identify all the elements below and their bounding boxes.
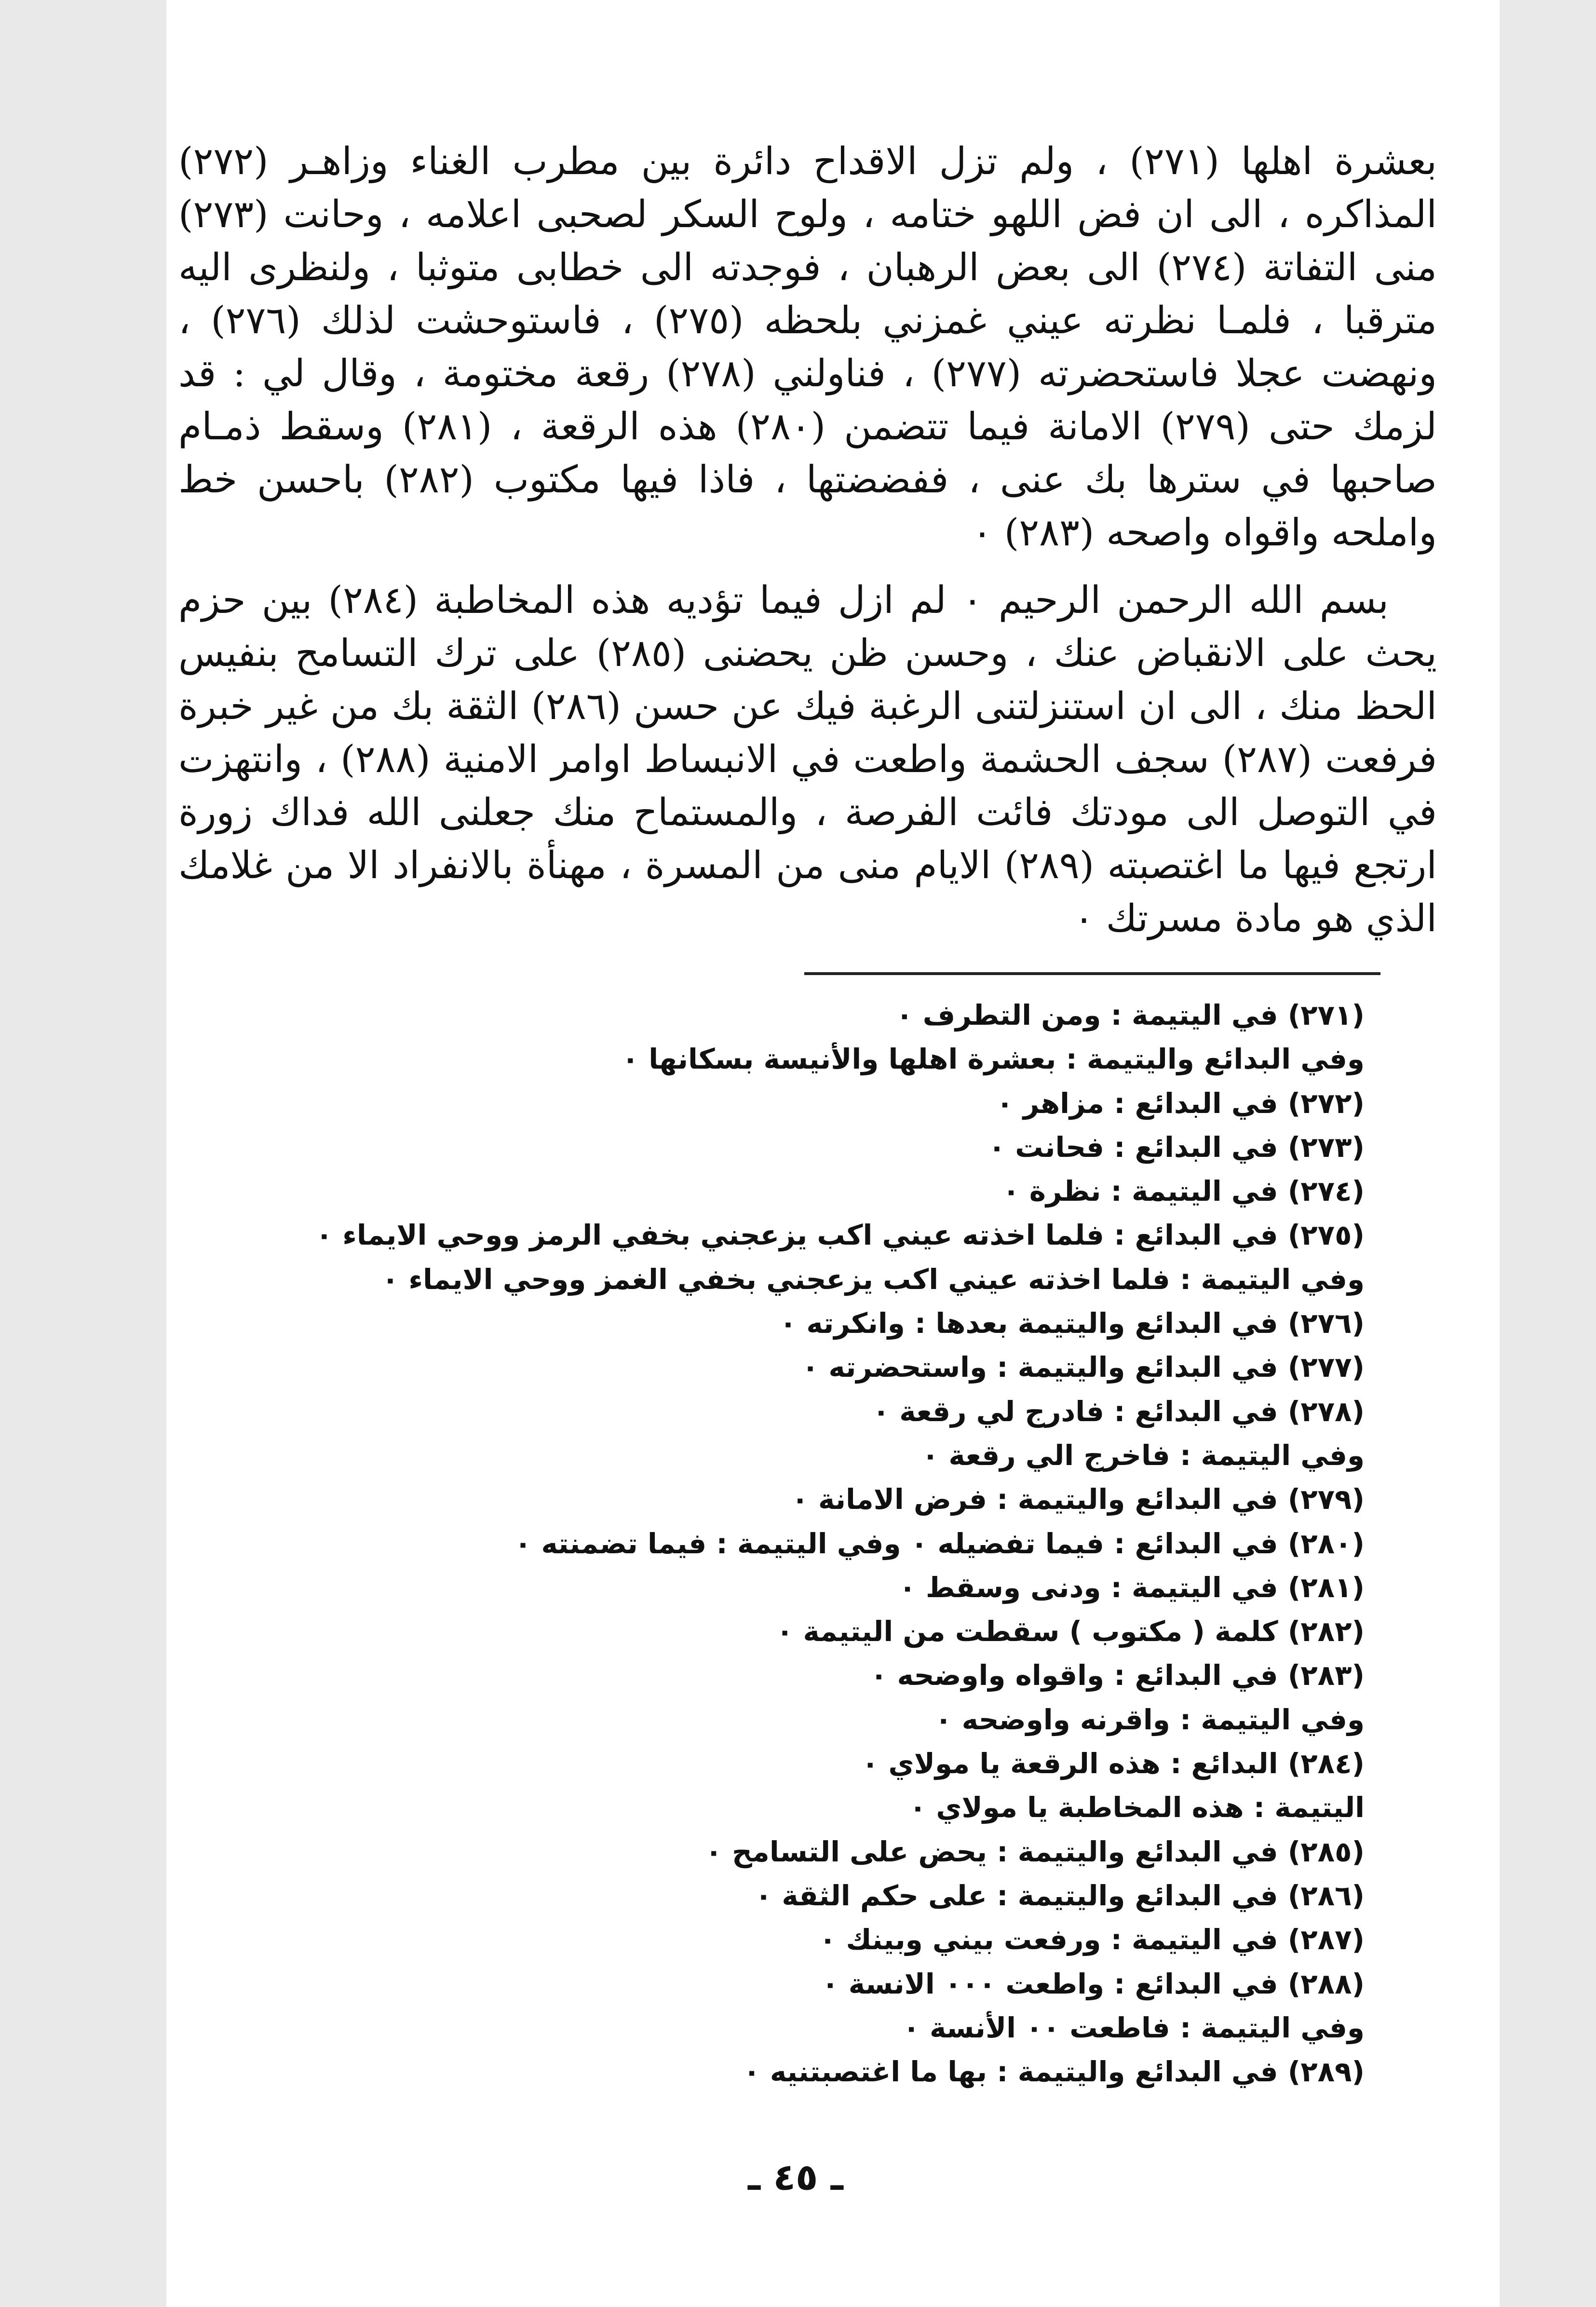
- footnote-line: (٢٧٤) في اليتيمة : نظرة ٠: [1002, 1175, 1365, 1208]
- footnote-line: (٢٧٩) في البدائع واليتيمة : فرض الامانة ٠: [791, 1483, 1365, 1516]
- main-paragraph-2: بسم الله الرحمن الرحيم ٠ لم ازل فيما تؤديه هذه المخاطبة (٢٨٤) بين حزم يحث على الانقباض عنك ، وحسن ظن يحضنى (٢٨٥) على ترك التسامح بنفيس الحظ منك ، الى ان استنزلتنى الرغبة فيك عن حسن (٢٨٦) الثقة بك من غير خبرة فرفعت (٢٨٧) سجف الحشمة واطعت في الانبساط اوامر الامنية (٢٨٨) ، وانتهزت في التوصل الى مودتك فائت الفرصة ، والمستماح منك جعلنى الله فداك زورة ارتجع فيها ما اغتصبته (٢٨٩) الايام منى من المسرة ، مهنأة بالانفراد الا من غلامك الذي هو مادة مسرتك ٠: [178, 579, 1437, 940]
- footnote-line: (٢٨٥) في البدائع واليتيمة : يحض على التسامح ٠: [705, 1835, 1365, 1868]
- footnote-line: وفي اليتيمة : واقرنه واوضحه ٠: [935, 1703, 1365, 1736]
- footnote-line: (٢٨٧) في اليتيمة : ورفعت بيني وبينك ٠: [819, 1923, 1365, 1956]
- footnote-line: (٢٧٦) في البدائع واليتيمة بعدها : وانكرته ٠: [779, 1307, 1365, 1340]
- footnote-line: (٢٨٨) في البدائع : واطعت ٠٠٠ الانسة ٠: [822, 1967, 1365, 2000]
- footnote-line: (٢٧٥) في البدائع : فلما اخذته عيني اكب يزعجني بخفي الرمز ووحي الايماء ٠: [315, 1219, 1365, 1252]
- footnote-line: وفي اليتيمة : فاطعت ٠٠ الأنسة ٠: [903, 2011, 1365, 2044]
- footnote-line: (٢٧٧) في البدائع واليتيمة : واستحضرته ٠: [801, 1351, 1365, 1384]
- footnote-line: (٢٨٣) في البدائع : واقواه واوضحه ٠: [870, 1659, 1365, 1692]
- footnote-line: (٢٧١) في اليتيمة : ومن التطرف ٠: [896, 999, 1365, 1031]
- footnote-line: (٢٨٠) في البدائع : فيما تفضيله ٠ وفي اليتيمة : فيما تضمنته ٠: [514, 1527, 1365, 1560]
- main-text-body: [178, 135, 1437, 945]
- left-page-margin: [0, 0, 166, 2307]
- footnote-line: وفي البدائع واليتيمة : بعشرة اهلها والأنيسة بسكانها ٠: [622, 1043, 1365, 1076]
- footnotes-list: [241, 993, 1365, 2094]
- footnote-line: (٢٨٩) في البدائع واليتيمة : بها ما اغتصبتنيه ٠: [743, 2055, 1365, 2089]
- footnote-separator-line: [804, 972, 1380, 975]
- footnote-line: (٢٧٨) في البدائع : فادرج لي رقعة ٠: [872, 1395, 1365, 1428]
- main-paragraph-1: بعشرة اهلها (٢٧١) ، ولم تزل الاقداح دائرة بين مطرب الغناء وزاهـر (٢٧٢) المذاكره ، الى ان فض اللهو ختامه ، ولوح السكر لصحبى اعلامه ، وحانت (٢٧٣) منى التفاتة (٢٧٤) الى بعض الرهبان ، فوجدته الى خطابى متوثبا ، ولنظرى اليه مترقبا ، فلمـا نظرته عيني غمزني بلحظه (٢٧٥) ، فاستوحشت لذلك (٢٧٦) ، ونهضت عجلا فاستحضرته (٢٧٧) ، فناولني (٢٧٨) رقعة مختومة ، وقال لي : قد لزمك حتى (٢٧٩) الامانة فيما تتضمن (٢٨٠) هذه الرقعة ، (٢٨١) وسقط ذمـام صاحبها في سترها بك عنى ، ففضضتها ، فاذا فيها مكتوب (٢٨٢) باحسن خط واملحه واقواه واصحه (٢٨٣) ٠: [178, 140, 1437, 555]
- footnote-line: وفي اليتيمة : فلما اخذته عيني اكب يزعجني بخفي الغمز ووحي الايماء ٠: [381, 1262, 1365, 1296]
- footnote-line: (٢٧٣) في البدائع : فحانت ٠: [988, 1130, 1365, 1164]
- page-number: ـ ٤٥ ـ: [748, 2156, 843, 2198]
- footnote-line: (٢٨٦) في البدائع واليتيمة : على حكم الثقة ٠: [755, 1879, 1365, 1912]
- footnote-line: (٢٧٢) في البدائع : مزاهر ٠: [996, 1086, 1365, 1120]
- footnote-line: وفي اليتيمة : فاخرج الي رقعة ٠: [921, 1438, 1365, 1472]
- footnote-line: (٢٨١) في اليتيمة : ودنى وسقط ٠: [899, 1571, 1365, 1604]
- footnote-line: اليتيمة : هذه المخاطبة يا مولاي ٠: [909, 1791, 1365, 1824]
- footnote-line: (٢٨٤) البدائع : هذه الرقعة يا مولاي ٠: [861, 1747, 1365, 1780]
- right-page-margin: [1500, 0, 1596, 2307]
- footnote-line: (٢٨٢) كلمة ( مكتوب ) سقطت من اليتيمة ٠: [776, 1615, 1365, 1648]
